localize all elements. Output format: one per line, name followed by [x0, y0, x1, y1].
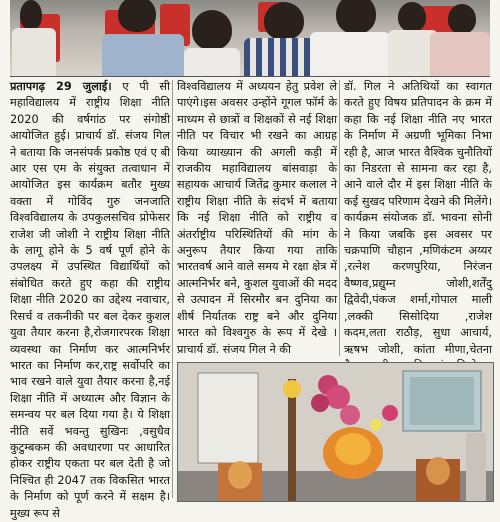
person-head	[192, 10, 232, 50]
person-shirt	[430, 32, 490, 76]
person-head	[398, 2, 426, 32]
column-divider	[339, 80, 340, 356]
person-shirt	[12, 28, 56, 76]
idol-photo-illustration	[178, 363, 493, 501]
article-text: डॉ. गिल ने अतिथियों का स्वागत करते हुए विषय प्रतिपादन के क्रम में कहा कि नई शिक्षा नीति नए भारत के निर्माण में अग्रणी भूमिका निभा रही है, आज भारत वैश्विक चुनौतियों का निडरता से सामना कर रहा है, आने वाले दौर में इस शिक्षा नीति के कई सुखद परिणाम देखने की मिलेंगे। कार्यक्रम संयोजक डॉ. भावना सोनी ने किया जबकि इस अवसर पर चक्रपाणि चौहान ,मणिकंटम अय्यर ,रत्नेश करणपुरिया, निरंजन वैष्णव,प्रद्युम्न जोशी,शर्तेंदु द्विवेदी,पंकज शर्मा,गोपाल माली ,लक्की सिसोदिया ,राजेश कदम,लता राठौड़, सुधा आचार्य, ऋषभ जोशी, कांता मीणा,चेतना	[344, 80, 492, 356]
article-column-1	[10, 79, 170, 520]
column-divider	[172, 80, 173, 498]
person-head	[336, 0, 376, 34]
idol-photo	[177, 362, 494, 502]
person-head	[118, 0, 156, 32]
dateline: प्रतापगढ़ 29 जुलाई।	[10, 80, 112, 93]
person-shirt	[184, 48, 240, 76]
person-head	[448, 4, 476, 34]
person-head	[264, 2, 304, 40]
person-head	[20, 0, 42, 30]
person-shirt	[102, 34, 184, 76]
person-shirt	[310, 32, 390, 76]
article-column-2	[177, 79, 337, 357]
audience-photo	[10, 0, 490, 77]
article-text: विश्वविद्यालय में अध्ययन हेतु प्रवेश ले पाएंगे।इस अवसर उन्होंने गूगल फॉर्म के माध्यम से छात्रों व शिक्षकों से नई शिक्षा नीति पर विचार भी रखने का आग्रह किया व्याख्यान की अगली कड़ी में राजकीय महाविद्यालय बांसवाड़ा के सहायक आचार्य जितेंद्र कुमार कलाल ने राष्ट्रीय शिक्षा नीति के संदर्भ में बताया कि नई शिक्षा नीति को राष्ट्रीय व अंतर्राष्ट्रीय परिस्थितियों की मांग के अनुरूप तैयार किया गया ताकि भारतवर्ष आने वाले समय मे रक्षा क्षेत्र में आत्मनिर्भर बने, कुशल युवाओं की मदद से उत्पादन में सिरमौर बन दुनिया का शीर्ष निर्यातक राष्ट्र बने और दुनिया भारत को विश्वगुरु के रूप में देखे । प्राचार्य डॉ. संजय गिल ने की	[177, 80, 337, 356]
article-paragraph	[10, 79, 170, 522]
article-text: ए पी सी महाविद्यालय में राष्ट्रीय शिक्षा नीति 2020 की वर्षगांठ पर संगोष्ठी आयोजित हुई। प्राचार्य डॉ. संजय गिल ने बताया कि जनसंपर्क प्रकोष्ठ एवं ए बी आर एस एम के संयुक्त तत्वाधान में आयोजित इस कार्यक्रम बतौर मुख्य वक्ता में गोविंद गुरु जनजाति विश्वविद्यालय के उपकुलसचिव प्रोफेसर राजेश जी जोशी ने राष्ट्रीय शिक्षा नीति के लागू होने के 5 वर्ष पूर्ण होने के उपलक्ष्य में उपस्थित विद्यार्थियों को संबोधित करते हुए कहा की राष्ट्रीय शिक्षा नीति 2020 का उद्देश्य नवाचार, रिसर्च व तकनीकी पर बल देकर कुशल युवा तैयार करना है,रोजगारपरक शिक्षा व्यवस्था का निर्माण कर आत्मनिर्भर भारत का निर्माण कर,राष्ट्र सर्वोपरि का भाव रखने वाले युवा तैयार करना है,नई शिक्षा नीति में अध्यात्म और विज्ञान के समन्वय पर बल दिया गया है। ये शिक्षा नीति सर्वे भवन्तु सुखिनः ,वसुधैव कुटुम्बकम की अवधारणा पर आधारित होकर राष्ट्रीय एकता पर बल देती है जो निश्चित ही 2047 तक विकसित भारत के निर्माण को पूर्ण करने में सक्षम है।मुख्य रूप से	[10, 80, 170, 520]
article-column-3	[344, 79, 492, 357]
